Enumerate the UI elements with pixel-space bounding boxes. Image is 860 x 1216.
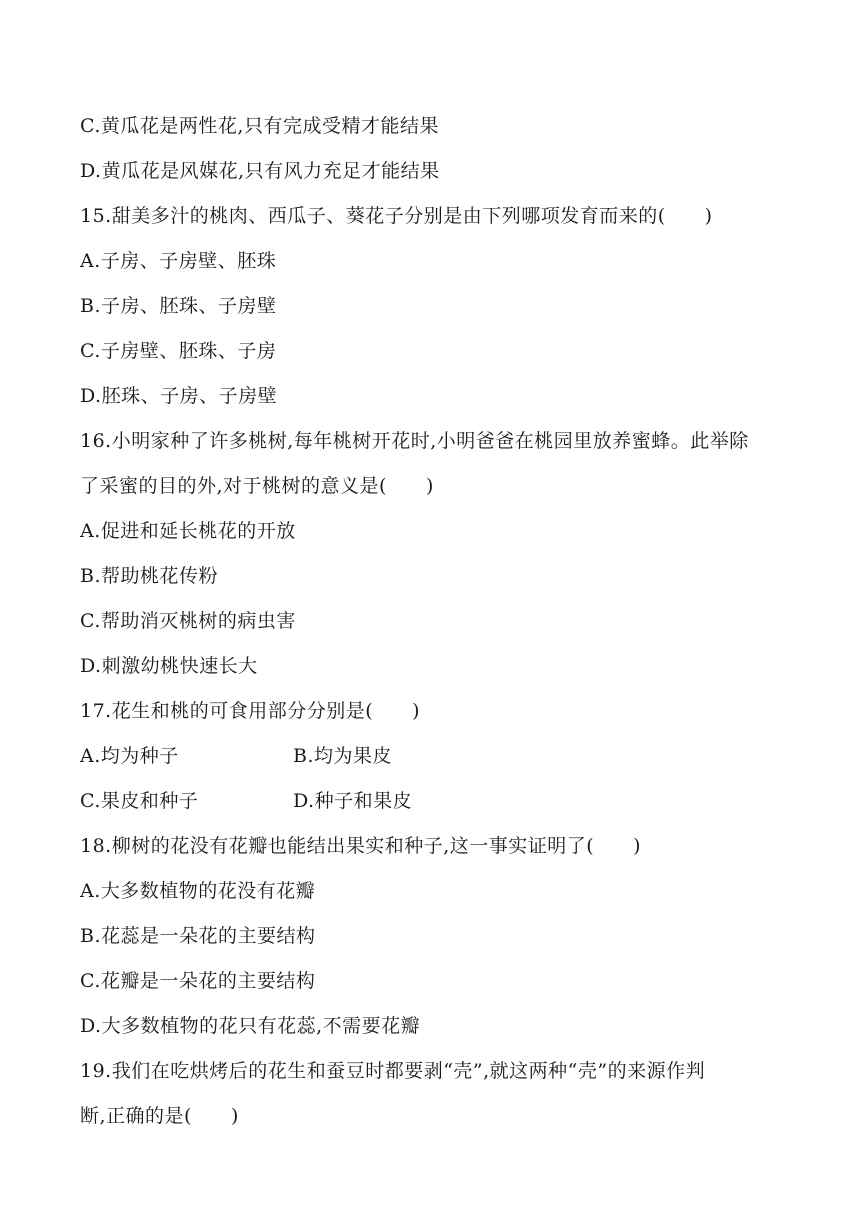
q17-stem: 17.花生和桃的可食用部分分别是( ) [80,700,421,722]
q15-option-b: B.子房、胚珠、子房壁 [80,295,277,317]
q14-option-c: C.黄瓜花是两性花,只有完成受精才能结果 [80,115,439,137]
q18-option-d: D.大多数植物的花只有花蕊,不需要花瓣 [80,1015,421,1037]
q17-option-b: B.均为果皮 [293,745,393,767]
q15-option-d: D.胚珠、子房、子房壁 [80,385,278,407]
q14-option-d: D.黄瓜花是风媒花,只有风力充足才能结果 [80,160,440,182]
q16-option-d: D.刺激幼桃快速长大 [80,655,258,677]
q18-option-c: C.花瓣是一朵花的主要结构 [80,970,316,992]
q16-stem-line2: 了采蜜的目的外,对于桃树的意义是( ) [80,475,434,497]
q18-option-a: A.大多数植物的花没有花瓣 [80,880,316,902]
q17-option-c: C.果皮和种子 [80,790,199,812]
q16-option-b: B.帮助桃花传粉 [80,565,219,587]
q17-option-a: A.均为种子 [80,745,179,767]
q16-stem-line1: 16.小明家种了许多桃树,每年桃树开花时,小明爸爸在桃园里放养蜜蜂。此举除 [80,430,749,452]
q15-option-a: A.子房、子房壁、胚珠 [80,250,277,272]
q15-stem: 15.甜美多汁的桃肉、西瓜子、葵花子分别是由下列哪项发育而来的( ) [80,205,713,227]
q18-stem: 18.柳树的花没有花瓣也能结出果实和种子,这一事实证明了( ) [80,835,642,857]
q17-option-d: D.种子和果皮 [293,790,413,812]
q16-option-a: A.促进和延长桃花的开放 [80,520,296,542]
q19-stem-line1: 19.我们在吃烘烤后的花生和蚕豆时都要剥“壳”,就这两种“壳”的来源作判 [80,1060,706,1082]
q16-option-c: C.帮助消灭桃树的病虫害 [80,610,296,632]
q15-option-c: C.子房壁、胚珠、子房 [80,340,277,362]
q18-option-b: B.花蕊是一朵花的主要结构 [80,925,316,947]
q19-stem-line2: 断,正确的是( ) [80,1105,239,1127]
